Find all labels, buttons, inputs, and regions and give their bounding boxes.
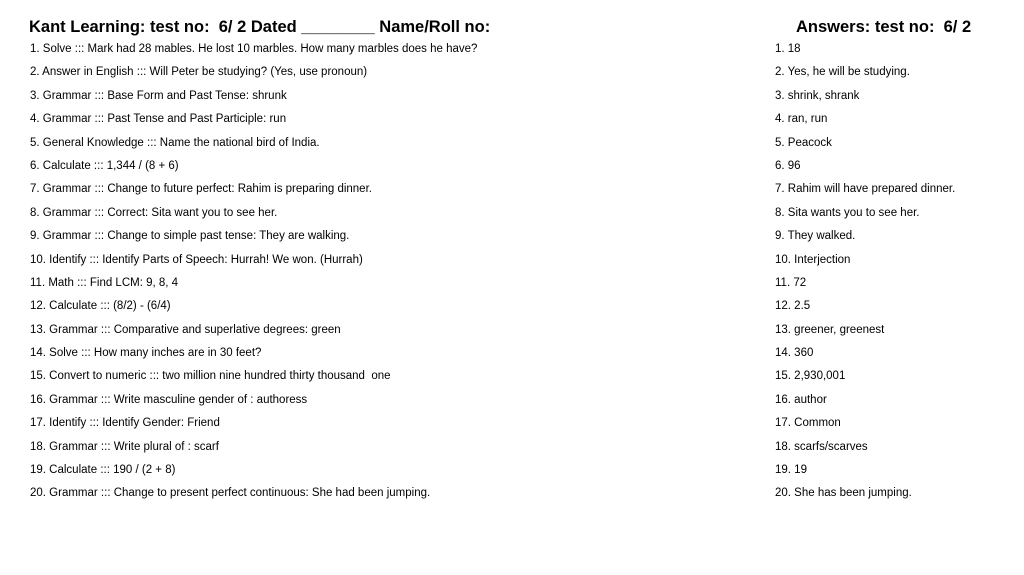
test-title: Kant Learning: test no: 6/ 2 Dated ________ Name/Roll no: bbox=[29, 18, 491, 36]
question-item: 7. Grammar ::: Change to future perfect: Rahim is preparing dinner. bbox=[30, 183, 372, 196]
question-item: 16. Grammar ::: Write masculine gender of : authoress bbox=[30, 393, 308, 406]
question-item: 14. Solve ::: How many inches are in 30 feet? bbox=[30, 347, 262, 360]
question-item: 8. Grammar ::: Correct: Sita want you to see her. bbox=[30, 206, 278, 219]
question-item: 6. Calculate ::: 1,344 / (8 + 6) bbox=[30, 159, 179, 172]
answer-item: 2. Yes, he will be studying. bbox=[775, 66, 910, 79]
question-item: 18. Grammar ::: Write plural of : scarf bbox=[30, 440, 219, 453]
answer-item: 7. Rahim will have prepared dinner. bbox=[775, 183, 956, 196]
question-item: 10. Identify ::: Identify Parts of Speech: Hurrah! We won. (Hurrah) bbox=[30, 253, 363, 266]
answer-item: 5. Peacock bbox=[775, 136, 832, 149]
answer-item: 6. 96 bbox=[775, 159, 801, 172]
question-item: 4. Grammar ::: Past Tense and Past Participle: run bbox=[30, 113, 287, 126]
question-item: 5. General Knowledge ::: Name the national bird of India. bbox=[30, 136, 320, 149]
answer-item: 3. shrink, shrank bbox=[775, 89, 860, 102]
questions-list bbox=[30, 40, 750, 508]
question-item: 2. Answer in English ::: Will Peter be studying? (Yes, use pronoun) bbox=[30, 66, 368, 79]
question-item: 15. Convert to numeric ::: two million nine hundred thirty thousand one bbox=[30, 370, 391, 383]
answer-item: 16. author bbox=[775, 393, 827, 406]
answer-item: 11. 72 bbox=[775, 276, 807, 289]
answer-item: 4. ran, run bbox=[775, 113, 828, 126]
answer-item: 14. 360 bbox=[775, 347, 814, 360]
question-item: 13. Grammar ::: Comparative and superlative degrees: green bbox=[30, 323, 341, 336]
question-item: 17. Identify ::: Identify Gender: Friend bbox=[30, 417, 220, 430]
answer-item: 19. 19 bbox=[775, 464, 807, 477]
answer-item: 15. 2,930,001 bbox=[775, 370, 846, 383]
answer-item: 8. Sita wants you to see her. bbox=[775, 206, 920, 219]
answer-item: 13. greener, greenest bbox=[775, 323, 885, 336]
answers-title: Answers: test no: 6/ 2 bbox=[796, 18, 972, 36]
answer-item: 12. 2.5 bbox=[775, 300, 811, 313]
answer-item: 10. Interjection bbox=[775, 253, 851, 266]
answer-item: 9. They walked. bbox=[775, 230, 856, 243]
question-item: 20. Grammar ::: Change to present perfect continuous: She had been jumping. bbox=[30, 487, 431, 500]
answer-item: 17. Common bbox=[775, 417, 841, 430]
question-item: 12. Calculate ::: (8/2) - (6/4) bbox=[30, 300, 171, 313]
question-item: 19. Calculate ::: 190 / (2 + 8) bbox=[30, 464, 176, 477]
question-item: 3. Grammar ::: Base Form and Past Tense: shrunk bbox=[30, 89, 287, 102]
question-item: 11. Math ::: Find LCM: 9, 8, 4 bbox=[30, 276, 179, 289]
answer-item: 20. She has been jumping. bbox=[775, 487, 912, 500]
answer-item: 18. scarfs/scarves bbox=[775, 440, 868, 453]
question-item: 1. Solve ::: Mark had 28 mables. He lost 10 marbles. How many marbles does he have? bbox=[30, 43, 478, 55]
answers-list bbox=[775, 40, 1015, 508]
question-item: 9. Grammar ::: Change to simple past tense: They are walking. bbox=[30, 230, 350, 243]
answer-item: 1. 18 bbox=[775, 43, 801, 55]
